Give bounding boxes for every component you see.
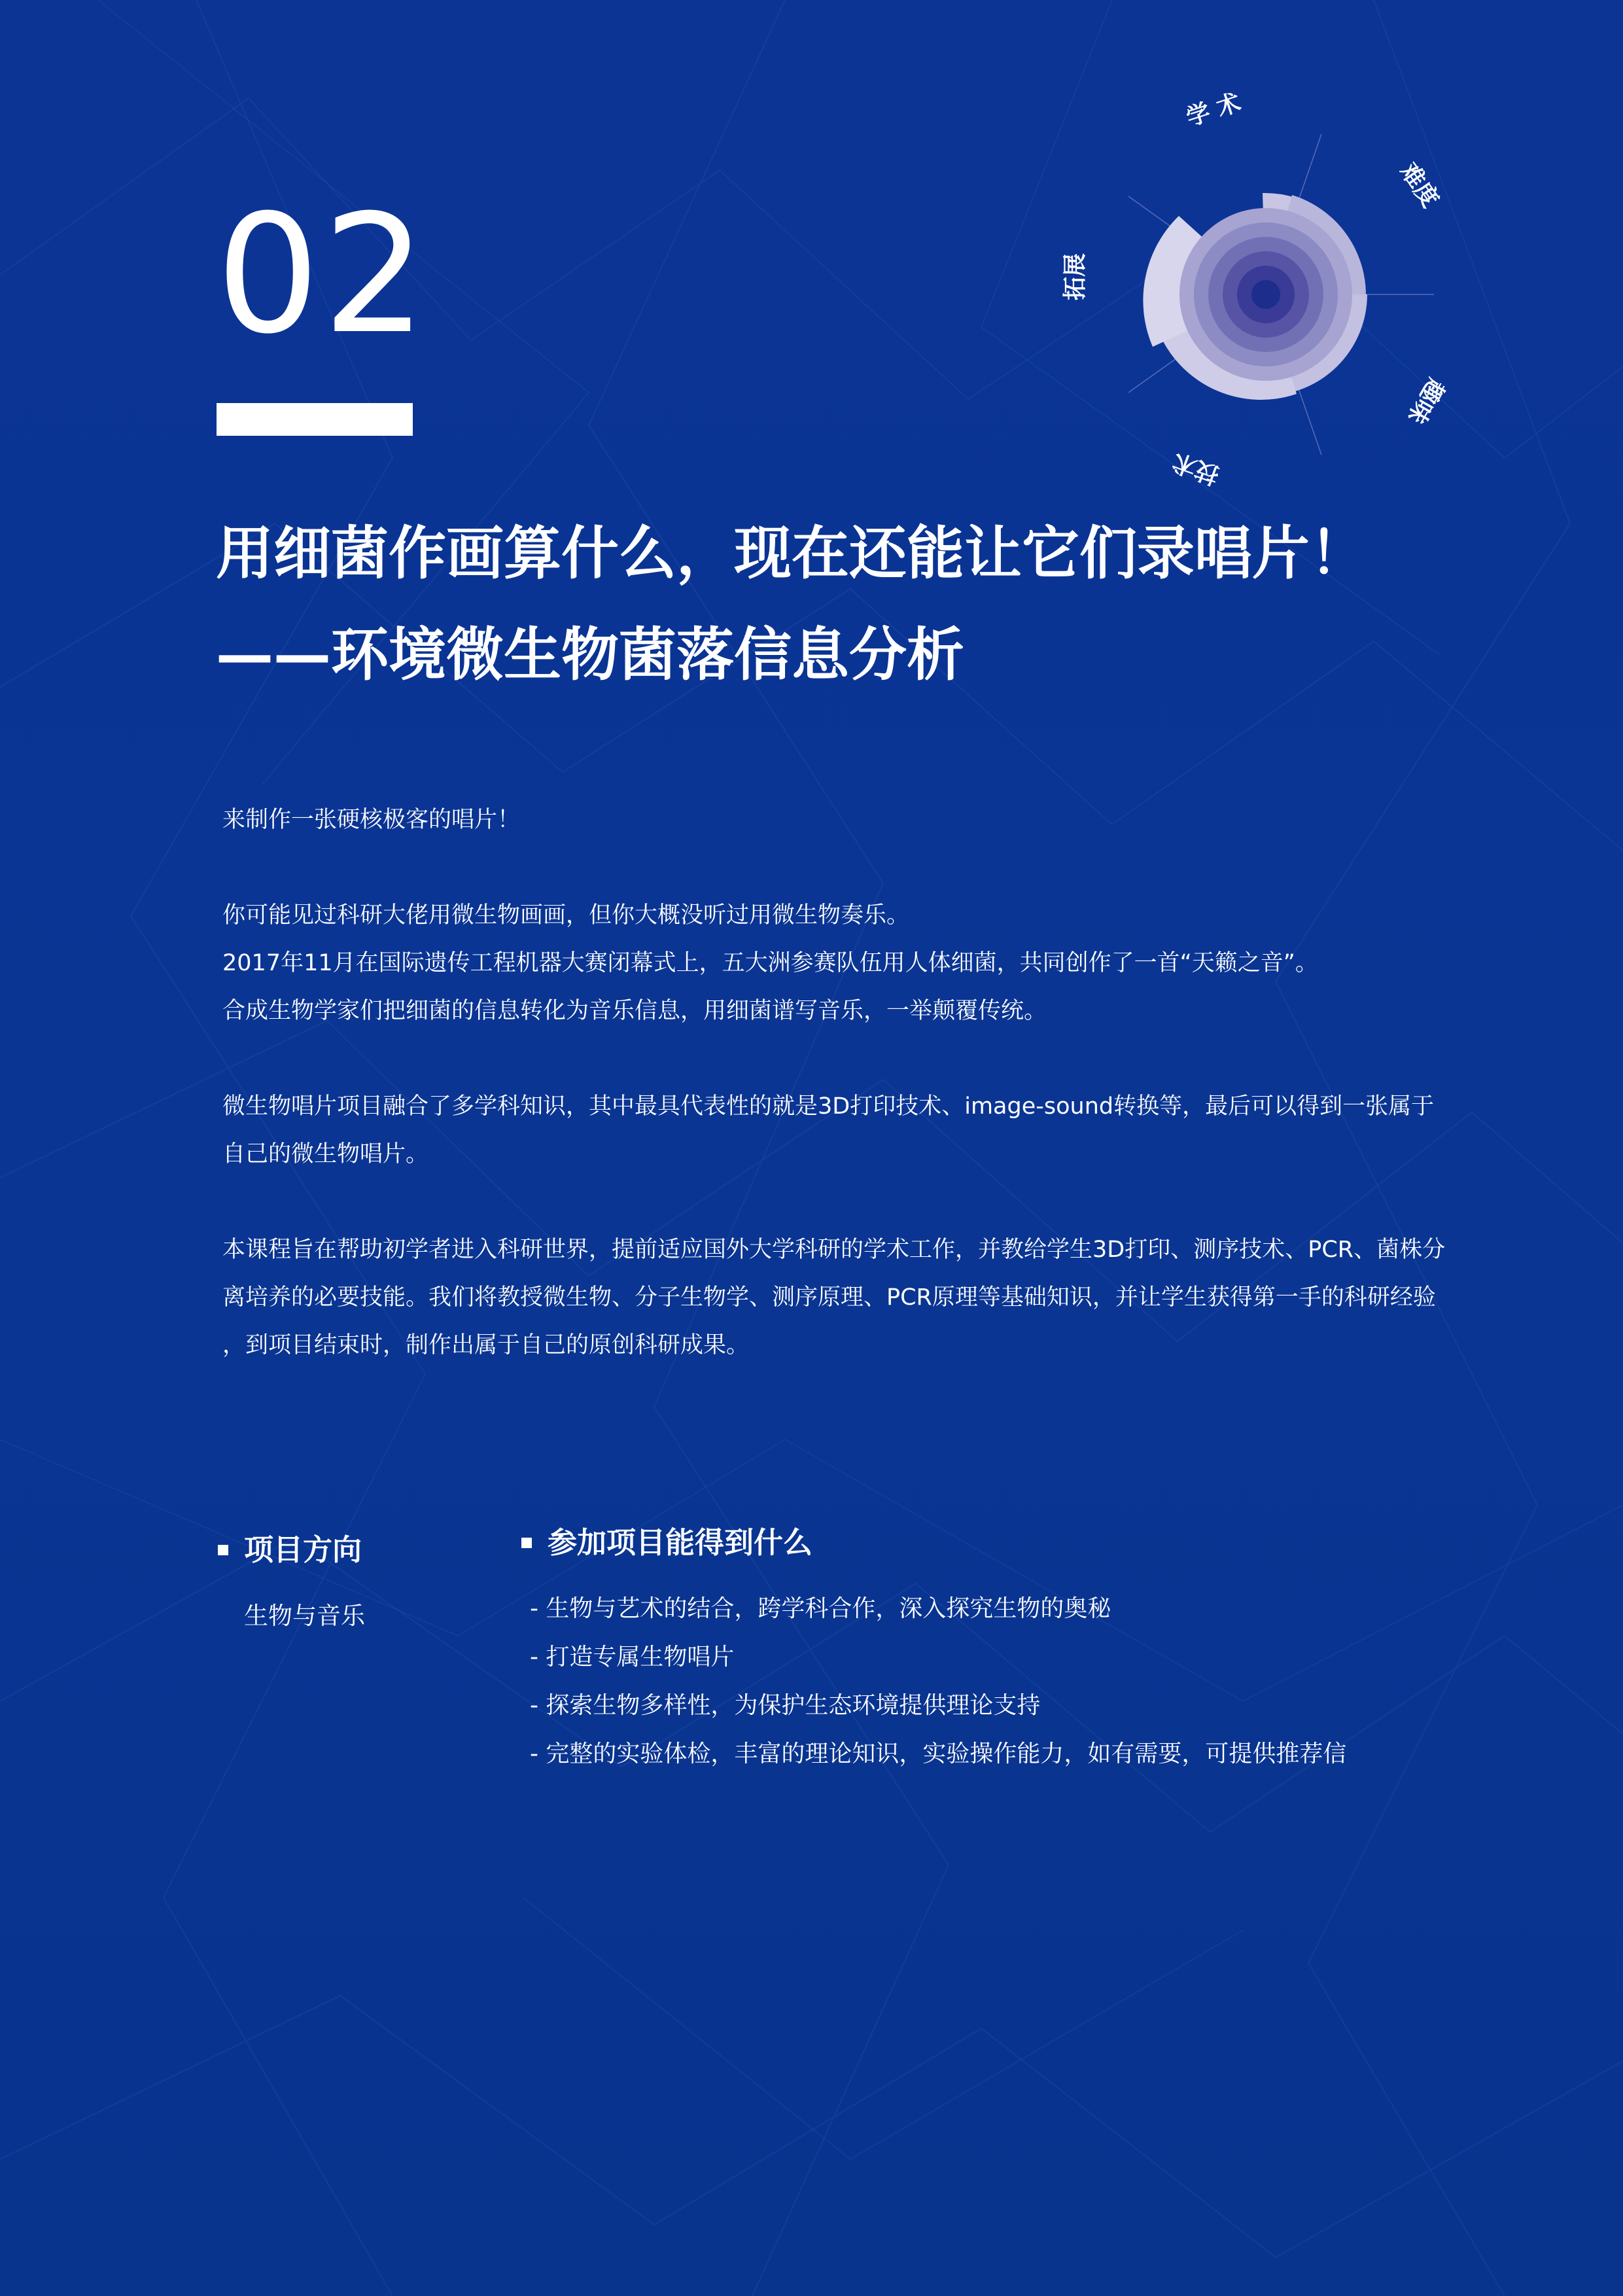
intro-line: ，到项目结束时，制作出属于自己的原创科研成果。 xyxy=(222,1332,750,1358)
title-line-2: ——环境微生物菌落信息分析 xyxy=(216,621,965,688)
benefits-heading xyxy=(548,1523,812,1563)
direction-value: 生物与音乐 xyxy=(244,1602,365,1630)
list-item: - 生物与艺术的结合，跨学科合作，深入探究生物的奥秘 xyxy=(530,1595,1111,1622)
intro-line: 来制作一张硬核极客的唱片！ xyxy=(222,807,521,833)
radar-label-technique: 技术 xyxy=(1169,447,1223,489)
intro-line: 你可能见过科研大佬用微生物画画，但你大概没听过用微生物奏乐。 xyxy=(222,902,910,928)
intro-text xyxy=(222,796,1465,1417)
intro-line: 2017年11月在国际遗传工程机器大赛闭幕式上，五大洲参赛队伍用人体细菌，共同创作了一首“天籁之音”。 xyxy=(222,950,1318,976)
intro-paragraph-1 xyxy=(222,796,1465,844)
radar-label-fun: 趣味 xyxy=(1402,374,1450,429)
page-title xyxy=(216,503,1459,705)
radar-chart xyxy=(1034,79,1478,510)
list-item: - 打造专属生物唱片 xyxy=(530,1644,735,1670)
intro-line: 合成生物学家们把细菌的信息转化为音乐信息，用细菌谱写音乐，一举颠覆传统。 xyxy=(222,998,1047,1024)
square-bullet-icon xyxy=(218,1545,228,1555)
benefits-heading-label: 参加项目能得到什么 xyxy=(548,1525,813,1560)
title-underline-bar xyxy=(217,403,413,436)
list-item: - 探索生物多样性，为保护生态环境提供理论支持 xyxy=(530,1692,1041,1719)
intro-line: 自己的微生物唱片。 xyxy=(222,1141,429,1167)
title-line-1: 用细菌作画算什么，现在还能让它们录唱片！ xyxy=(216,520,1368,587)
intro-line: 离培养的必要技能。我们将教授微生物、分子生物学、测序原理、PCR原理等基础知识，并让学生获得第一手的科研经验 xyxy=(222,1284,1436,1311)
section-number: 02 xyxy=(216,179,430,370)
intro-line: 本课程旨在帮助初学者进入科研世界，提前适应国外大学科研的学术工作，并教给学生3D打印、测序技术、PCR、菌株分 xyxy=(222,1237,1446,1263)
square-bullet-icon xyxy=(521,1538,532,1548)
intro-paragraph-4 xyxy=(222,1226,1465,1369)
radar-label-academic: 学 术 xyxy=(1183,88,1244,132)
radar-label-extension: 拓展 xyxy=(1062,253,1089,301)
direction-heading-label: 项目方向 xyxy=(244,1532,362,1567)
list-item: - 完整的实验体检，丰富的理论知识，实验操作能力，如有需要，可提供推荐信 xyxy=(530,1740,1347,1767)
radar-ring-6 xyxy=(1251,280,1280,309)
intro-paragraph-3 xyxy=(222,1083,1465,1178)
benefits-list xyxy=(530,1585,1346,1778)
intro-line: 微生物唱片项目融合了多学科知识，其中最具代表性的就是3D打印技术、image-sound转换等，最后可以得到一张属于 xyxy=(222,1093,1435,1120)
intro-paragraph-2 xyxy=(222,892,1465,1035)
direction-heading xyxy=(244,1530,362,1570)
radar-label-difficulty: 难度 xyxy=(1395,158,1444,213)
